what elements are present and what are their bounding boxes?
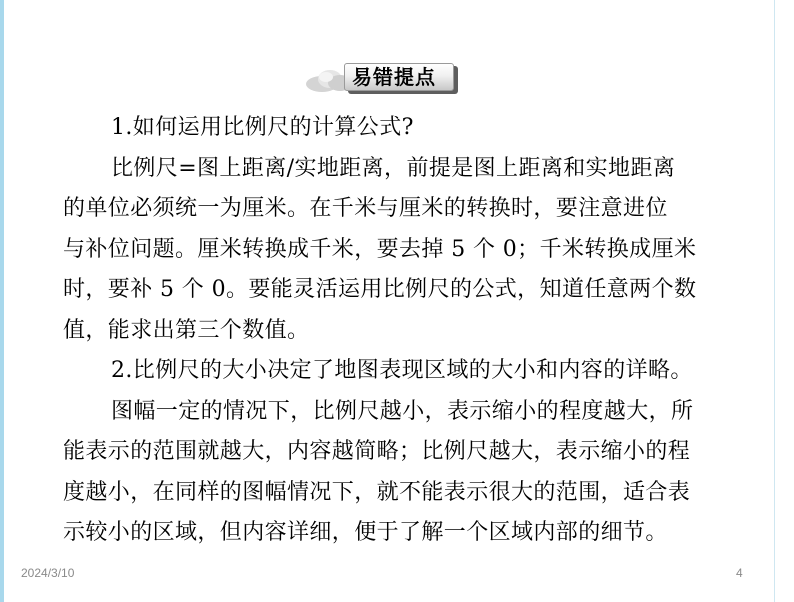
text-line-7: 2.比例尺的大小决定了地图表现区域的大小和内容的详略。: [111, 358, 693, 383]
footer-date: 2024/3/10: [21, 566, 75, 580]
page-number: 4: [736, 566, 743, 580]
right-margin: [774, 0, 794, 602]
text-line-2: 比例尺=图上距离/实地距离，前提是图上距离和实地距离: [111, 155, 676, 181]
text-line-3: 的单位必须统一为厘米。在千米与厘米的转换时，要注意进位: [63, 196, 668, 221]
text-line-8: 图幅一定的情况下，比例尺越小，表示缩小的程度越大，所: [111, 398, 694, 424]
section-badge: [304, 62, 462, 96]
text-line-11: 示较小的区域，但内容详细，便于了解一个区域内部的细节。: [63, 520, 668, 545]
text-line-6: 值，能求出第三个数值。: [63, 317, 310, 343]
text-line-4: 与补位问题。厘米转换成千米，要去掉 5 个 0；千米转换成厘米: [63, 236, 697, 262]
text-line-10: 度越小，在同样的图幅情况下，就不能表示很大的范围，适合表: [63, 479, 691, 505]
text-line-1: 1.如何运用比例尺的计算公式?: [111, 115, 414, 140]
badge-title: 易错提点: [352, 65, 436, 89]
body-text: [63, 108, 763, 554]
text-line-9: 能表示的范围就越大，内容越简略；比例尺越大，表示缩小的程: [63, 439, 691, 464]
left-accent-rule: [0, 0, 4, 602]
text-line-5: 时，要补 5 个 0。要能灵活运用比例尺的公式，知道任意两个数: [63, 277, 697, 302]
